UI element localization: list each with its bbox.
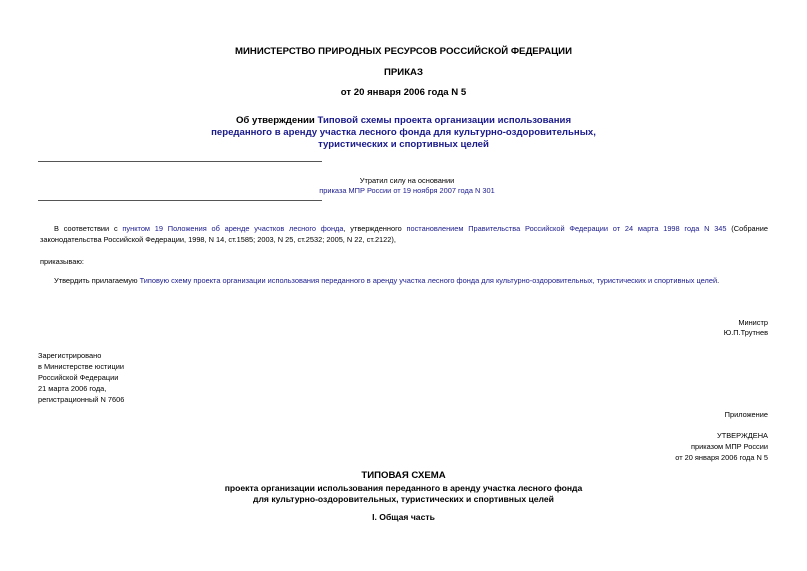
title-scheme-link-cont[interactable]: переданного в аренду участка лесного фонда для культурно-оздоровительных, [211, 127, 596, 138]
repeal-notice [300, 185, 514, 196]
document-title [0, 115, 807, 151]
typical-scheme-link[interactable]: Типовую схему проекта организации использования переданного в аренду участка лесного фонда для культурно-оздоровительных, туристических и спортивных целей [139, 276, 718, 285]
section-heading: I. Общая часть [372, 512, 435, 522]
approved-date: от 20 января 2006 года N 5 [675, 453, 768, 462]
signature-name: Ю.П.Трутнев [723, 328, 768, 337]
scheme-subtitle-line: проекта организации использования переданного в аренду участка лесного фонда [224, 483, 583, 493]
scheme-subtitle [0, 483, 807, 505]
registration-line: регистрационный N 7606 [38, 395, 125, 404]
registration-line: 21 марта 2006 года, [38, 384, 107, 393]
repeal-label: Утратил силу на основании [359, 176, 455, 185]
document-type: ПРИКАЗ [384, 67, 423, 78]
divider-top [38, 161, 322, 162]
signature-position: Министр [738, 318, 768, 327]
order-word: приказываю: [40, 257, 84, 266]
regulation-point-link[interactable]: пунктом 19 Положения об аренде участков лесного фонда [122, 224, 344, 233]
approved-word: УТВЕРЖДЕНА [717, 431, 768, 440]
preamble-paragraph [40, 223, 768, 245]
registration-block [38, 350, 124, 405]
appendix-label: Приложение [724, 410, 768, 419]
p1-text-c: (Собрание законодательства Российской Федерации, 1998, N 14, ст.1585; 2003, N 25, ст.2532; 2005, N 22, ст.2122), [40, 224, 768, 244]
title-prefix: Об утверждении [235, 115, 318, 126]
divider-bottom [38, 200, 322, 201]
p2-text-b: . [717, 276, 720, 285]
government-decree-link[interactable]: постановлением Правительства Российской Федерации от 24 марта 1998 года N 345 [406, 224, 727, 233]
ministry-heading: МИНИСТЕРСТВО ПРИРОДНЫХ РЕСУРСОВ РОССИЙСКОЙ ФЕДЕРАЦИИ [235, 46, 572, 57]
order-paragraph [40, 275, 768, 286]
p1-text-a: В соответствии с [54, 224, 123, 233]
repeal-order-link[interactable]: приказа МПР России от 19 ноября 2007 года N 301 [319, 186, 495, 195]
registration-line: Зарегистрировано [38, 351, 102, 360]
registration-line: в Министерстве юстиции [38, 362, 125, 371]
p2-text-a: Утвердить прилагаемую [54, 276, 140, 285]
approval-block [675, 430, 768, 463]
approved-by-order: приказом МПР России [690, 442, 768, 451]
registration-line: Российской Федерации [38, 373, 119, 382]
scheme-subtitle-line: для культурно-оздоровительных, туристических и спортивных целей [253, 494, 554, 504]
document-date-number: от 20 января 2006 года N 5 [340, 87, 467, 98]
p1-text-b: , утвержденного [343, 224, 407, 233]
title-scheme-link[interactable]: Типовой схемы проекта организации использования [317, 115, 572, 126]
scheme-title: ТИПОВАЯ СХЕМА [361, 470, 446, 481]
title-scheme-link-cont2[interactable]: туристических и спортивных целей [318, 139, 489, 150]
